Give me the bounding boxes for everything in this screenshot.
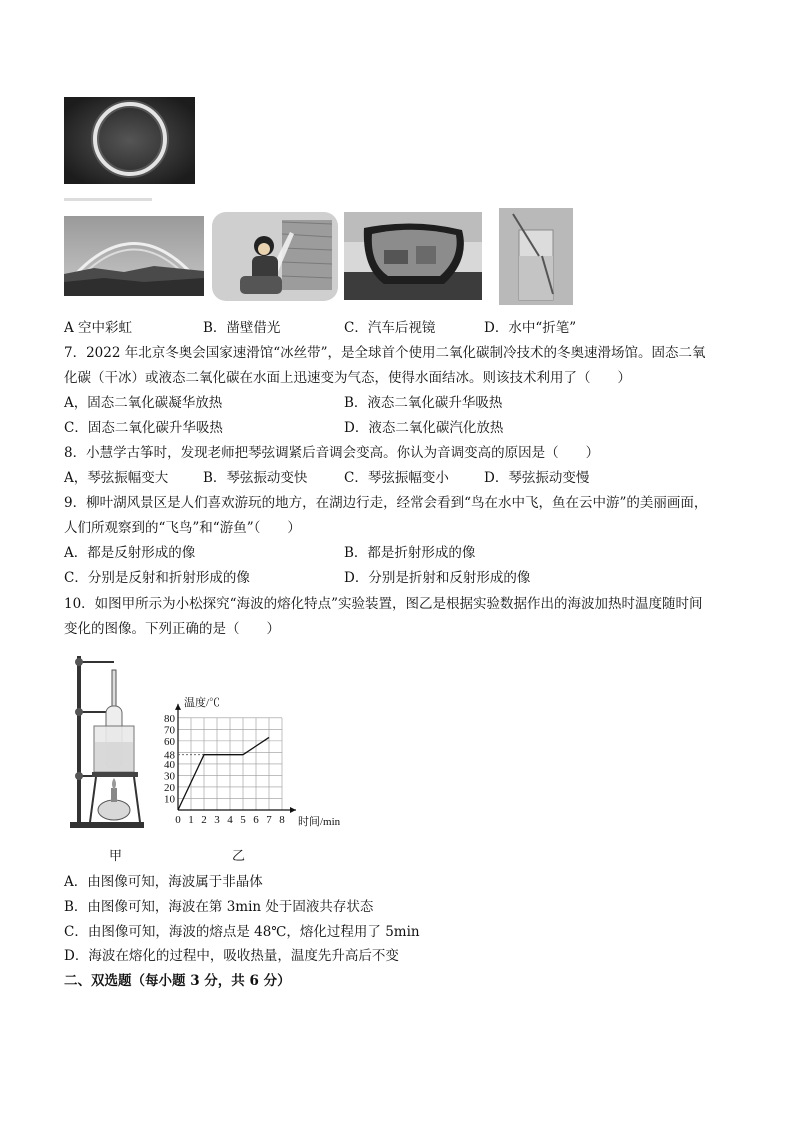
y-tick-label: 40 [164,758,175,771]
y-tick-label: 60 [164,735,175,748]
bent-pen-image [499,208,573,305]
q9-option-c: C．分别是反射和折射形成的像 [64,570,250,586]
q6-option-d: D．水中“折笔” [484,320,577,336]
q10-option-d: D．海波在熔化的过程中，吸收热量，温度先升高后不变 [64,948,399,964]
figure-jia-label: 甲 [109,849,123,864]
x-axis-arrow [290,807,296,813]
q10-option-a: A．由图像可知，海波属于非晶体 [64,874,263,890]
x-tick-label: 3 [214,814,220,826]
q8-option-a: A，琴弦振幅变大 [64,470,169,486]
y-tick-label: 10 [164,793,175,806]
q6-option-a: A 空中彩虹 [64,320,133,336]
q8-stem: 8．小慧学古筝时，发现老师把琴弦调紧后音调会变高。你认为音调变高的原因是（ ） [64,445,600,461]
temperature-series-line [178,737,269,810]
q9-stem-line2: 人们所观察到的“飞鸟”和“游鱼”（ ） [64,520,301,536]
y-axis-arrow [175,704,181,710]
q10-stem-line2: 变化的图像。下列正确的是（ ） [64,621,280,637]
mirror-photo [344,212,482,300]
section-2-heading: 二、双选题（每小题 3 分，共 6 分） [64,973,291,989]
x-tick-label: 8 [279,814,285,826]
wall-light-photo [212,212,338,301]
melting-chart [156,676,356,836]
x-tick-label: 4 [227,814,233,826]
q8-option-d: D．琴弦振动变慢 [484,470,590,486]
q8-option-b: B．琴弦振动变快 [203,470,308,486]
x-axis-label: 时间/min [298,816,341,828]
figure-yi-label: 乙 [232,849,246,864]
x-tick-label: 1 [188,814,194,826]
q7-stem-line1: 7．2022 年北京冬奥会国家速滑馆“冰丝带”，是全球首个使用二氧化碳制冷技术的冬奥速滑场馆。固态二氧 [64,345,706,361]
apparatus-figure [66,650,156,835]
q10-option-b: B．由图像可知，海波在第 3min 处于固液共存状态 [64,899,374,915]
y-tick-label: 30 [164,770,175,783]
y-tick-label: 70 [164,724,175,737]
x-tick-label: 5 [240,814,246,826]
q10-option-c: C．由图像可知，海波的熔点是 48℃，熔化过程用了 5min [64,924,420,940]
q9-option-d: D．分别是折射和反射形成的像 [344,570,531,586]
q9-option-a: A．都是反射形成的像 [64,545,196,561]
q9-option-b: B．都是折射形成的像 [344,545,476,561]
y-tick-label: 20 [164,781,175,794]
halo-photo [64,97,195,184]
halo-image [64,97,195,184]
faint-caption-line [64,198,152,201]
x-tick-label: 6 [253,814,259,826]
q9-stem-line1: 9．柳叶湖风景区是人们喜欢游玩的地方，在湖边行走，经常会看到“鸟在水中飞，鱼在云中游”的美丽画面， [64,495,708,511]
y-axis-label: 温度/℃ [184,696,221,709]
x-tick-label: 0 [175,814,181,826]
apparatus-drawing [66,650,156,835]
bent-pen-photo [499,208,573,305]
q7-option-c: C．固态二氧化碳升华吸热 [64,420,223,436]
q10-stem-line1: 10．如图甲所示为小松探究“海波的熔化特点”实验装置，图乙是根据实验数据作出的海波加热时温度随时间 [64,596,703,612]
rainbow-image [64,216,204,296]
q7-stem-line2: 化碳（干冰）或液态二氧化碳在水面上迅速变为气态，使得水面结冰。则该技术利用了（ ） [64,370,631,386]
x-tick-label: 2 [201,814,207,826]
q7-option-d: D．液态二氧化碳汽化放热 [344,420,504,436]
mirror-image [344,212,482,300]
x-tick-label: 7 [266,814,272,826]
rainbow-photo [64,216,204,296]
q7-option-a: A，固态二氧化碳凝华放热 [64,395,223,411]
q8-option-c: C．琴弦振幅变小 [344,470,449,486]
q6-option-c: C．汽车后视镜 [344,320,436,336]
q7-option-b: B．液态二氧化碳升华吸热 [344,395,503,411]
y-tick-label: 48 [164,749,175,762]
melting-chart-svg [156,676,356,836]
y-tick-label: 80 [164,712,175,725]
q6-option-b: B．凿壁借光 [203,320,281,336]
wall-light-image [212,212,338,301]
